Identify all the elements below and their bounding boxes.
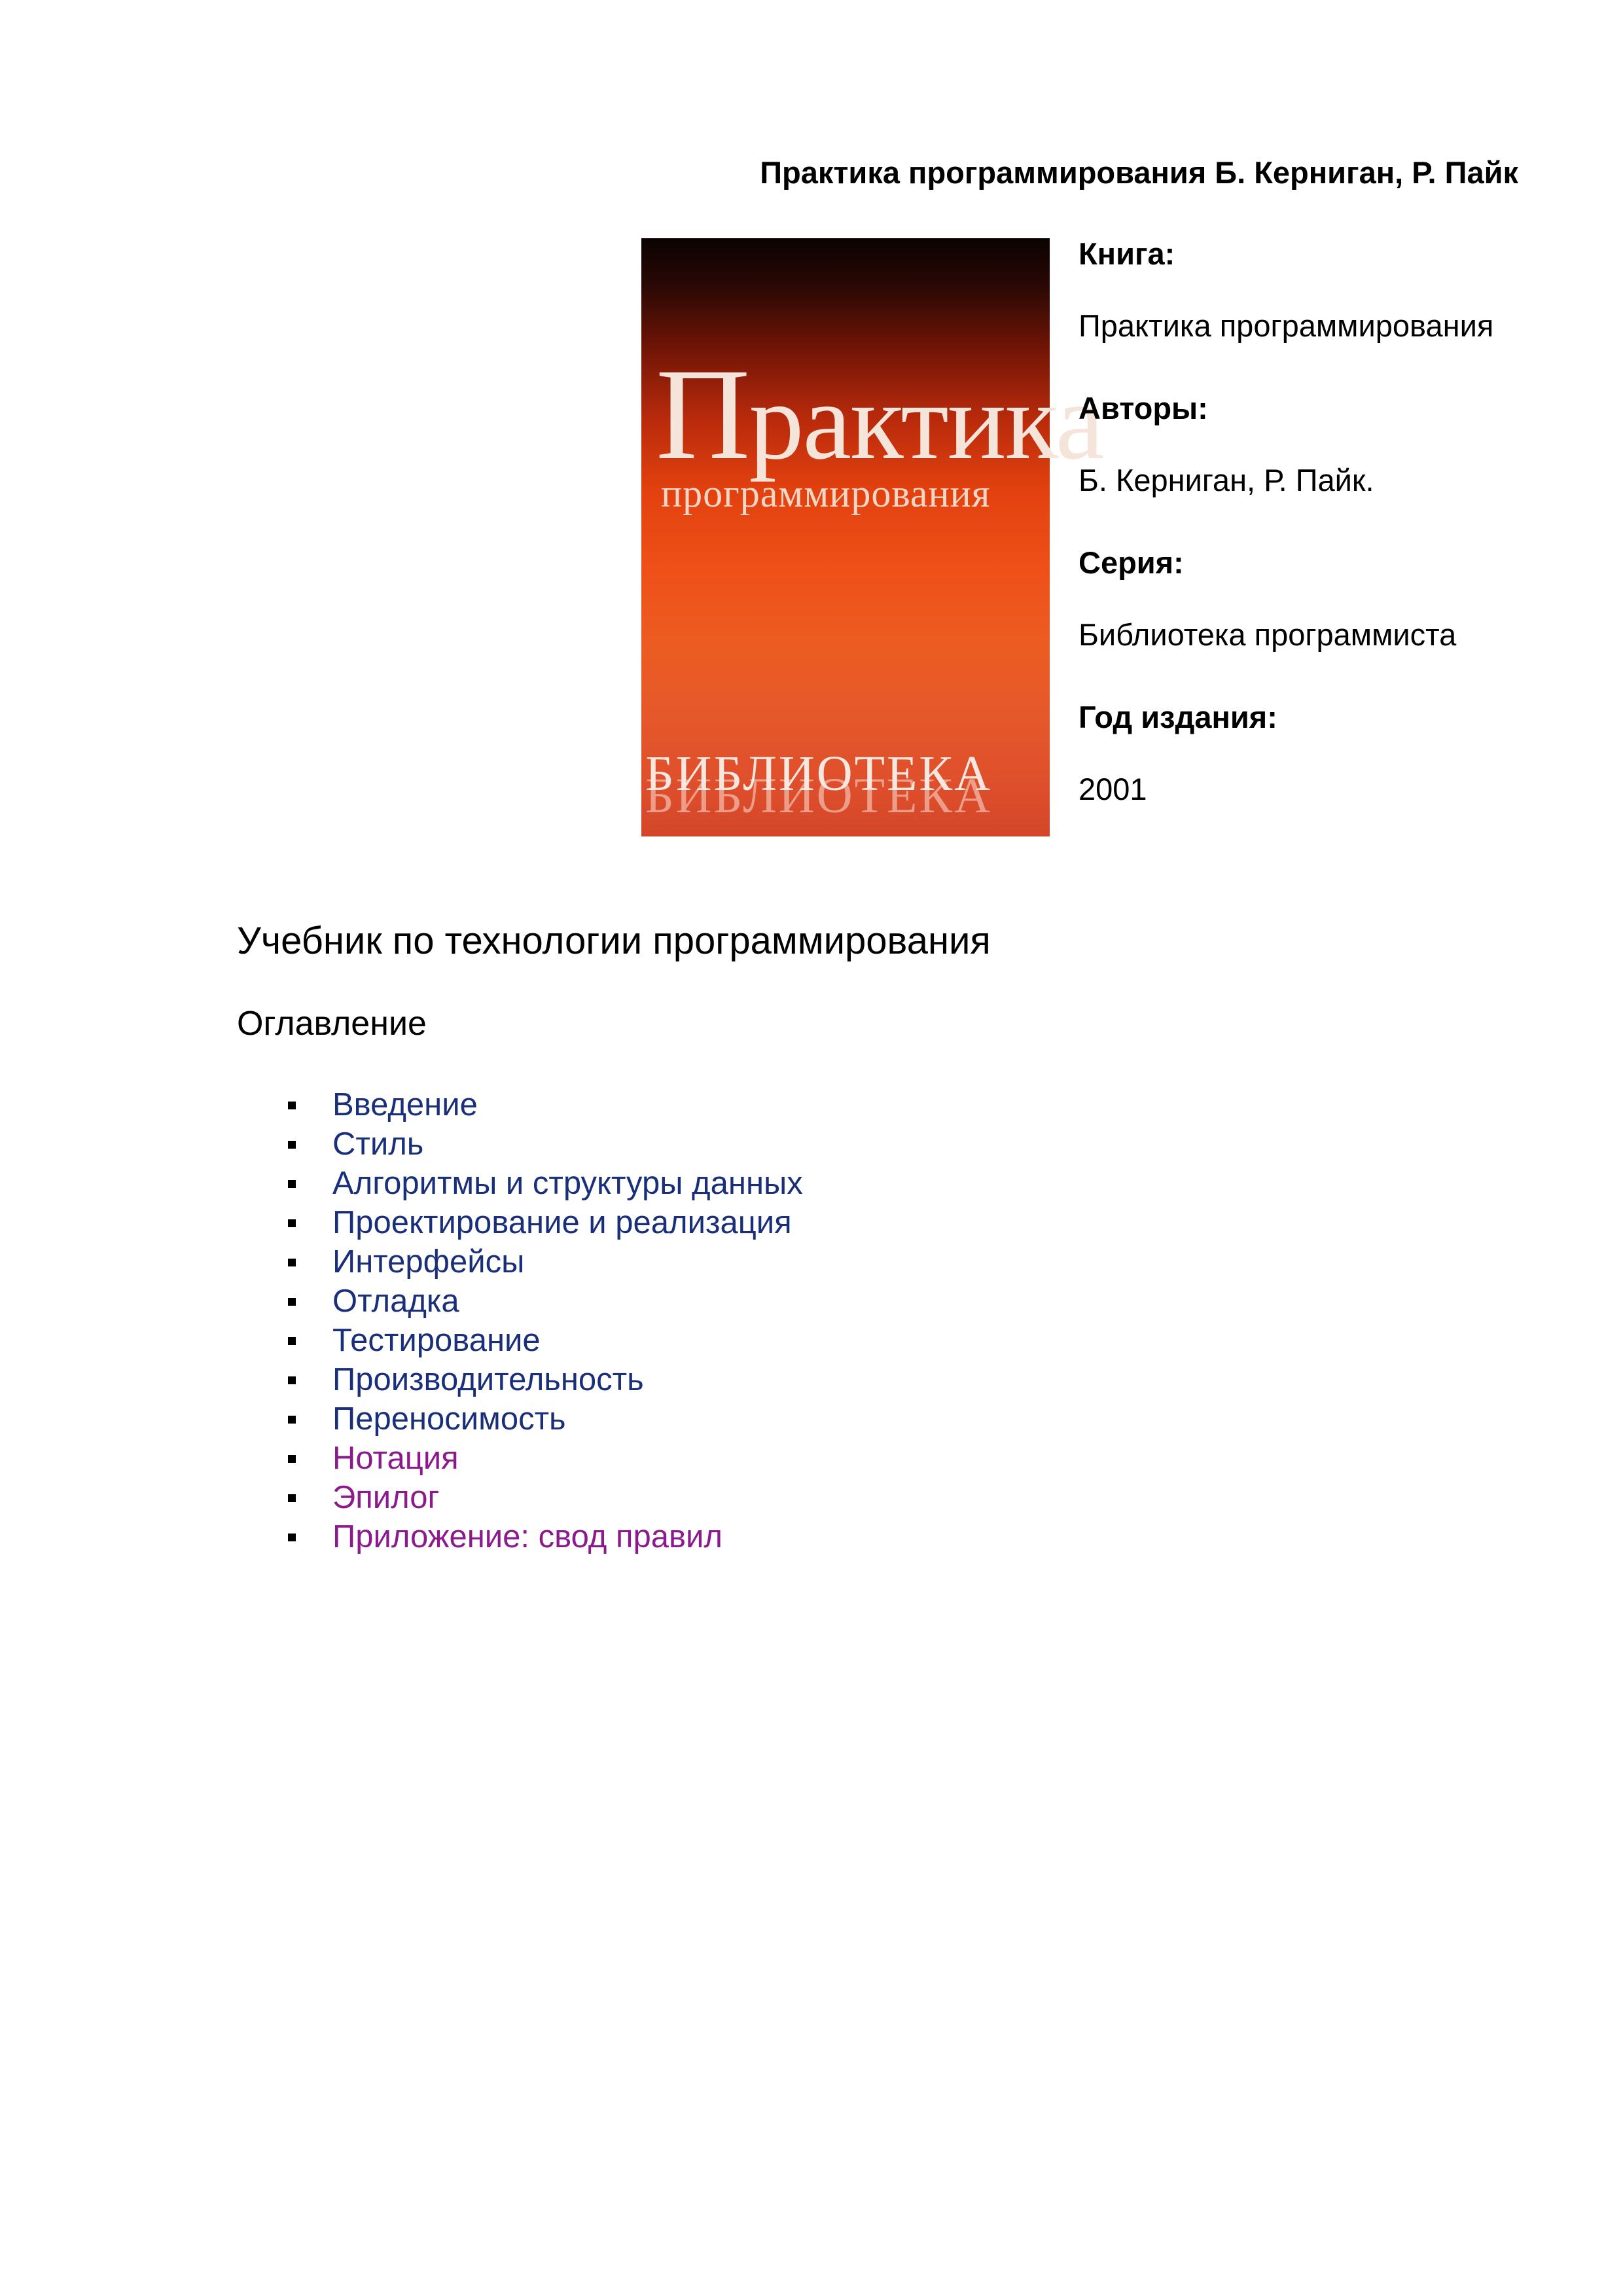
bullet-icon <box>288 1141 296 1149</box>
bullet-icon <box>288 1455 296 1463</box>
bullet-icon <box>288 1219 296 1227</box>
series-label: Серия: <box>1079 545 1184 580</box>
toc-link[interactable]: Нотация <box>332 1441 459 1476</box>
toc-link[interactable]: Стиль <box>332 1126 424 1162</box>
toc-item <box>288 1399 803 1439</box>
authors-label: Авторы: <box>1079 391 1208 425</box>
toc-item <box>288 1321 803 1360</box>
book-cover-image <box>641 238 1103 836</box>
cover-title-rest: рактика <box>749 361 1103 482</box>
toc-item <box>288 1282 803 1321</box>
toc-link[interactable]: Приложение: свод правил <box>332 1519 723 1554</box>
toc-link[interactable]: Алгоритмы и структуры данных <box>332 1166 803 1201</box>
cover-subtitle: программирования <box>661 472 991 515</box>
year-value: 2001 <box>1079 772 1147 806</box>
toc-link[interactable]: Переносимость <box>332 1401 566 1437</box>
bullet-icon <box>288 1298 296 1306</box>
bullet-icon <box>288 1416 296 1424</box>
toc-link[interactable]: Эпилог <box>332 1480 440 1515</box>
series-value: Библиотека программиста <box>1079 617 1457 652</box>
bullet-icon <box>288 1337 296 1345</box>
toc-item <box>288 1164 803 1203</box>
toc-item <box>288 1360 803 1399</box>
toc-item <box>288 1517 803 1556</box>
toc-item <box>288 1203 803 1242</box>
bullet-icon <box>288 1180 296 1188</box>
page-title: Практика программирования Б. Керниган, Р. Пайк <box>760 155 1518 190</box>
book-label: Книга: <box>1079 236 1175 271</box>
cover-series-text: БИБЛИОТЕКА <box>645 746 993 801</box>
toc-link[interactable]: Отладка <box>332 1283 459 1319</box>
toc-link[interactable]: Производительность <box>332 1362 644 1397</box>
bullet-icon <box>288 1494 296 1502</box>
toc-item <box>288 1439 803 1478</box>
bullet-icon <box>288 1259 296 1266</box>
toc-link[interactable]: Проектирование и реализация <box>332 1205 792 1240</box>
toc-list <box>288 1085 803 1556</box>
toc-item <box>288 1124 803 1164</box>
toc-link[interactable]: Интерфейсы <box>332 1244 525 1280</box>
cover-title-initial: П <box>656 342 749 487</box>
toc-link[interactable]: Тестирование <box>332 1323 541 1358</box>
authors-value: Б. Керниган, Р. Пайк. <box>1079 463 1374 497</box>
cover-title <box>656 342 1103 487</box>
toc-item <box>288 1478 803 1517</box>
year-label: Год издания: <box>1079 700 1277 734</box>
bullet-icon <box>288 1376 296 1384</box>
toc-item <box>288 1242 803 1282</box>
bullet-icon <box>288 1102 296 1109</box>
book-info <box>1079 236 1537 853</box>
book-value: Практика программирования <box>1079 308 1494 343</box>
bullet-icon <box>288 1534 296 1541</box>
toc-title: Оглавление <box>237 1005 427 1043</box>
toc-link[interactable]: Введение <box>332 1087 478 1122</box>
toc-item <box>288 1085 803 1124</box>
section-title: Учебник по технологии программирования <box>237 920 991 962</box>
